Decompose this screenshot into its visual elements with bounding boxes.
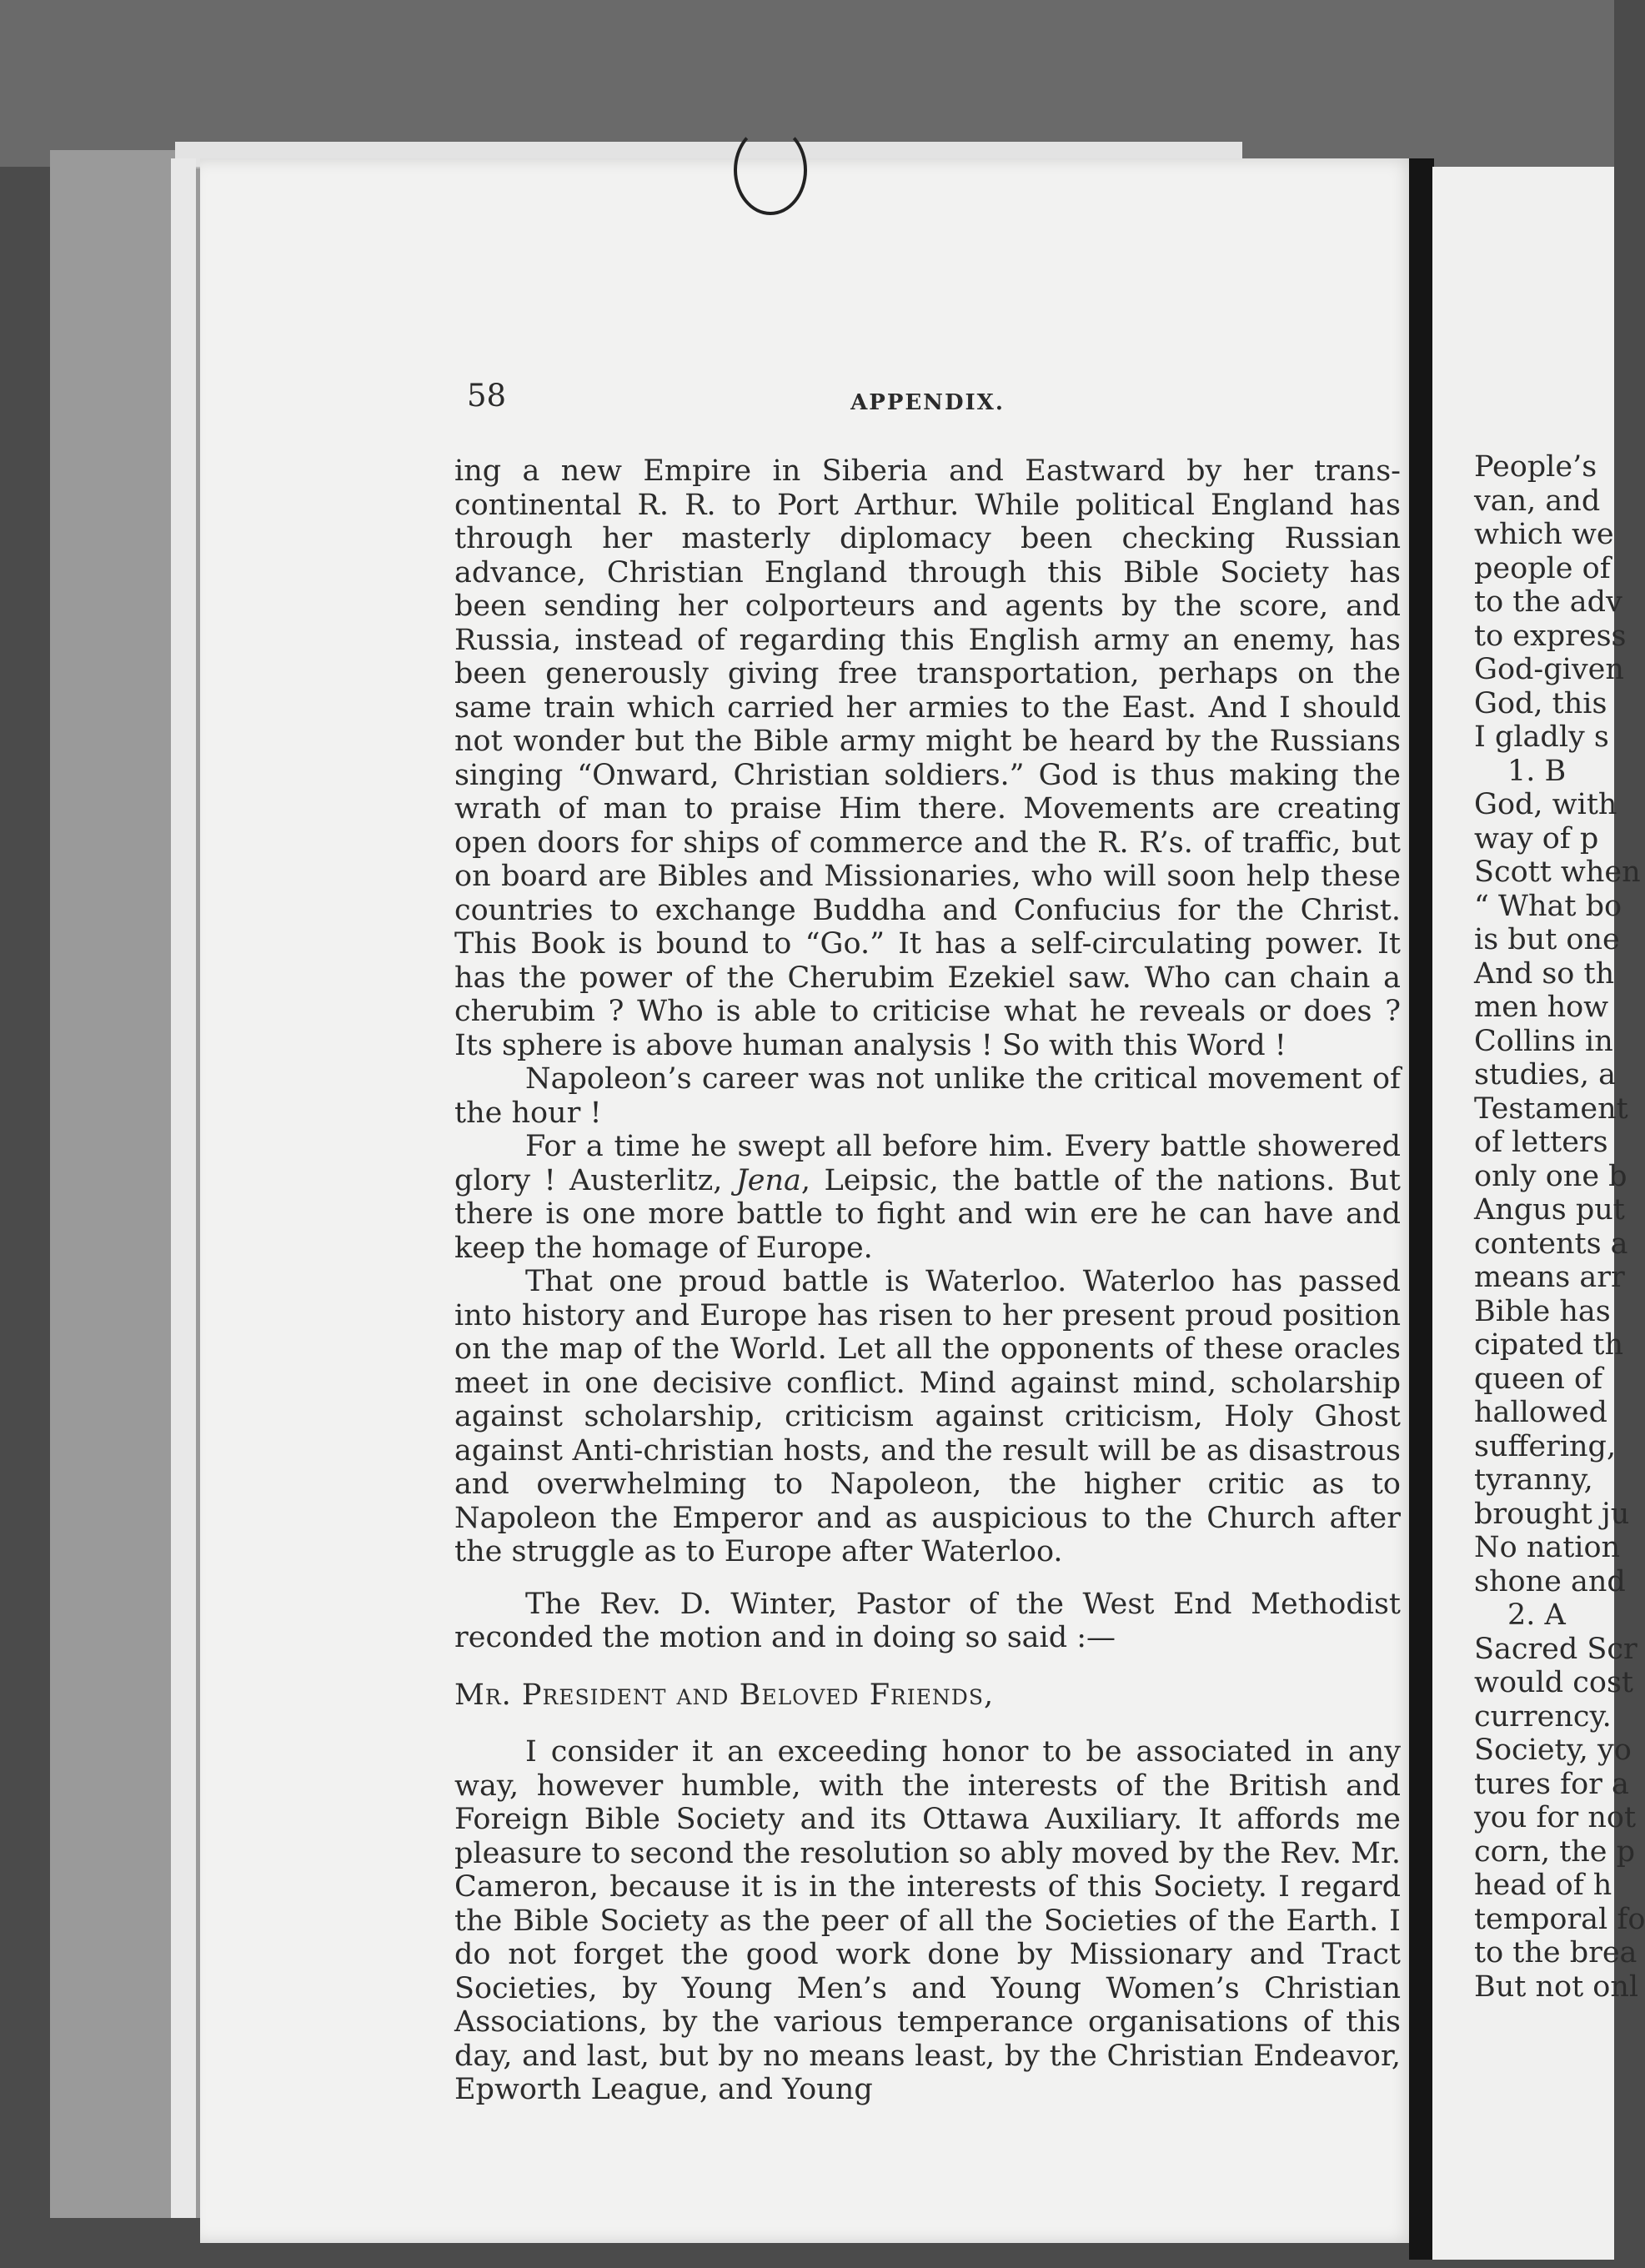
facing-page-line: 2. A <box>1507 1598 1566 1632</box>
paragraph-4: That one proud battle is Waterloo. Waterloo has passed into history and Europe has risen to her present proud position on the map of the World. Let all the opponents of these oracles meet in one decisive conflict. Mind against mind, scholarship against scholarship, criticism against criticism, Holy Ghost against Anti-christian hosts, and the result will be as disastrous and overwhelming to Napoleon, the higher critic as to Napoleon the Emperor and as auspicious to the Church after the struggle as to Europe after Waterloo. <box>454 1265 1401 1568</box>
facing-page-line: is but one <box>1474 923 1620 956</box>
facing-page-line: contents a <box>1474 1227 1628 1261</box>
page-number: 58 <box>467 378 507 414</box>
paragraph-2: Napoleon’s career was not unlike the critical movement of the hour ! <box>454 1062 1401 1130</box>
paragraph-3 <box>454 1130 1401 1265</box>
page-edges <box>171 158 196 2218</box>
facing-page-line: tyranny, <box>1474 1463 1593 1497</box>
facing-page-line: God, with <box>1474 788 1617 821</box>
facing-page-line: Collins in <box>1474 1024 1613 1058</box>
facing-page-text <box>1474 450 1645 2004</box>
facing-page-line: God-given <box>1474 653 1624 686</box>
facing-page-line: suffering, <box>1474 1429 1617 1463</box>
facing-page-line: But not onl <box>1474 1969 1639 2004</box>
facing-page-line: No nation <box>1474 1531 1621 1564</box>
book-gutter <box>1409 158 1434 2260</box>
facing-page-line: Scott when <box>1474 856 1641 889</box>
facing-page-line: 1. B <box>1507 754 1567 788</box>
facing-page-line: Testament <box>1474 1091 1628 1126</box>
facing-page-line: corn, the p <box>1474 1834 1636 1869</box>
facing-page-line: “ What bo <box>1474 889 1622 923</box>
paragraph-3-text-a: For a time he swept all before him. Every battle showered glory ! Austerlitz, <box>454 1130 1401 1197</box>
facing-page-line: temporal fo <box>1474 1902 1645 1936</box>
facing-page-line: men how <box>1474 991 1609 1024</box>
facing-page-line: I gladly s <box>1474 720 1609 754</box>
facing-page-line: to the brea <box>1474 1936 1637 1969</box>
facing-page-line: Bible has <box>1474 1294 1611 1328</box>
facing-page-line: shone and <box>1474 1564 1626 1598</box>
facing-page-line: only one b <box>1474 1159 1627 1193</box>
facing-page-line: currency. <box>1474 1699 1612 1734</box>
facing-page-line: to the adv <box>1474 585 1622 619</box>
salutation: Mr. President and Beloved Friends, <box>454 1678 995 1712</box>
facing-page-line: way of p <box>1474 821 1599 856</box>
facing-page-line: Sacred Scr <box>1474 1632 1637 1666</box>
jena-italic: Jena <box>735 1163 801 1197</box>
facing-page-line: People’s <box>1474 450 1597 484</box>
facing-page-line: Society, yo <box>1474 1734 1632 1767</box>
facing-page-line: And so th <box>1474 956 1615 991</box>
facing-page-line: Angus put <box>1474 1193 1625 1227</box>
running-head: APPENDIX. <box>850 390 1005 415</box>
facing-page-line: brought ju <box>1474 1497 1630 1531</box>
facing-page-line: tures for a <box>1474 1767 1629 1801</box>
facing-page-line: queen of <box>1474 1362 1603 1396</box>
facing-page-line: van, and <box>1474 484 1601 518</box>
facing-page-line: hallowed <box>1474 1396 1607 1429</box>
binding-ring <box>734 125 807 215</box>
facing-page-line: God, this <box>1474 686 1607 720</box>
facing-page-line: you for not <box>1474 1801 1637 1834</box>
facing-page-line: cipated th <box>1474 1328 1623 1362</box>
facing-page-line: of letters <box>1474 1126 1608 1159</box>
paragraph-3-text-b: , Leipsic, the battle of the nations. But there is one more battle to fight and win ere he can have and keep the homage of Europe. <box>454 1163 1401 1265</box>
page-header <box>454 379 1401 429</box>
paragraph-5: The Rev. D. Winter, Pastor of the West End Methodist reconded the motion and in doing so said :— <box>454 1587 1401 1654</box>
facing-page-line: studies, a <box>1474 1058 1616 1091</box>
facing-page-line: people of <box>1474 551 1611 585</box>
facing-page-line: head of h <box>1474 1869 1612 1902</box>
paragraph-6: I consider it an exceeding honor to be associated in any way, however humble, with the interests of the British and Foreign Bible Society and its Ottawa Auxiliary. It affords me pleasure to second the resolution so ably moved by the Rev. Mr. Cameron, because it is in the interests of this Society. I regard the Bible Society as the peer of all the Societies of the Earth. I do not forget the good work done by Missionary and Tract Societies, by Young Men’s and Young Women’s Christian Associations, by the various temperance organisations of this day, and last, but by no means least, by the Christian Endeavor, Epworth League, and Young <box>454 1735 1401 2106</box>
facing-page-line: means arr <box>1474 1261 1625 1294</box>
facing-page-line: would cost <box>1474 1666 1633 1699</box>
facing-page-line: to express <box>1474 619 1627 653</box>
facing-page-line: which we <box>1474 518 1614 551</box>
paragraph-1: ing a new Empire in Siberia and Eastward by her trans-continental R. R. to Port Arthur. While political England has through her masterly diplomacy been checking Russian advance, Christian England through this Bible Society has been sending her colporteurs and agents by the score, and Russia, instead of regarding this English army an enemy, has been generously giving free transportation, perhaps on the same train which carried her armies to the East. And I should not wonder but the Bible army might be heard by the Russians singing “Onward, Christian soldiers.” God is thus making the wrath of man to praise Him there. Movements are creating open doors for ships of commerce and the R. R’s. of traffic, but on board are Bibles and Missionaries, who will soon help these countries to exchange Buddha and Confucius for the Christ. This Book is bound to “Go.” It has a self-circulating power. It has the power of the Cherubim Ezekiel saw. Who can chain a cherubim ? Who is able to criticise what he reveals or does ? Its sphere is above human analysis ! So with this Word ! <box>454 454 1401 1062</box>
left-page-text <box>454 379 1401 2107</box>
